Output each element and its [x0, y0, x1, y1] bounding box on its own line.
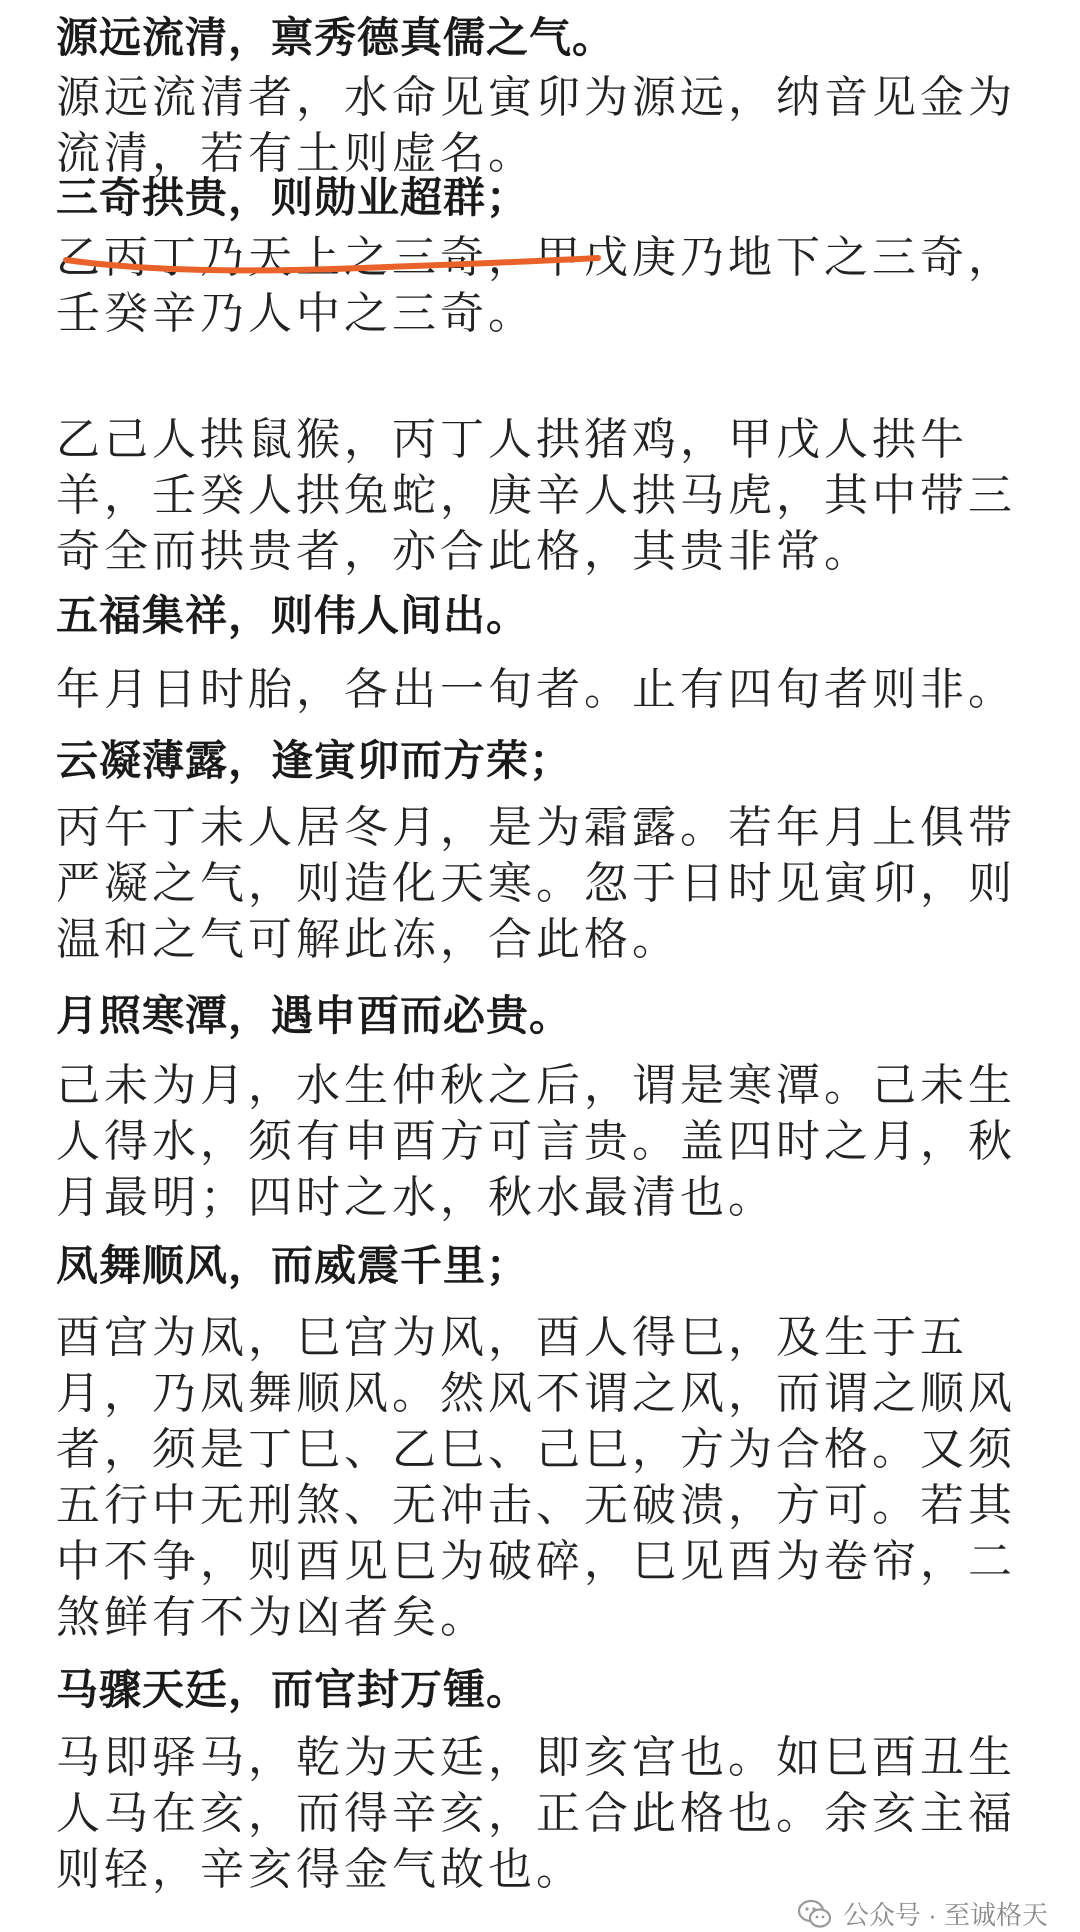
- section-heading: 马骤天廷，而官封万锺。: [56, 1665, 530, 1714]
- section-paragraph: 酉宫为凤，巳宫为风，酉人得巳，及生于五月，乃凤舞顺风。然风不谓之风，而谓之顺风者，须是丁巳、乙巳、己巳，方为合格。又须五行中无刑煞、无冲击、无破溃，方可。若其中不争，则酉见巳为破碎，巳见酉为卷帘，二煞鲜有不为凶者矣。: [56, 1312, 1016, 1643]
- section-heading: 源远流清，禀秀德真儒之气。: [56, 13, 616, 62]
- section-paragraph: 乙己人拱鼠猴，丙丁人拱猪鸡，甲戊人拱牛羊，壬癸人拱兔蛇，庚辛人拱马虎，其中带三奇全而拱贵者，亦合此格，其贵非常。: [56, 414, 1016, 577]
- watermark: [797, 1895, 1048, 1932]
- section-heading: 月照寒潭，遇申酉而必贵。: [56, 991, 573, 1040]
- section-paragraph: 丙午丁未人居冬月，是为霜露。若年月上俱带严凝之气，则造化天寒。忽于日时见寅卯，则温和之气可解此冻，合此格。: [56, 802, 1016, 965]
- section-paragraph: 乙丙丁乃天上之三奇，甲戊庚乃地下之三奇，壬癸辛乃人中之三奇。: [56, 232, 1016, 339]
- wechat-icon: [797, 1899, 833, 1929]
- section-heading: 云凝薄露，逢寅卯而方荣；: [56, 736, 573, 785]
- section-paragraph: 年月日时胎，各出一旬者。止有四旬者则非。: [56, 664, 1016, 715]
- section-heading: 三奇拱贵，则勋业超群；: [56, 173, 530, 222]
- section-heading: 五福集祥，则伟人间出。: [56, 591, 530, 640]
- section-paragraph: 源远流清者，水命见寅卯为源远，纳音见金为流清，若有土则虚名。: [56, 72, 1016, 179]
- section-heading: 凤舞顺风，而威震千里；: [56, 1241, 530, 1290]
- section-paragraph: 己未为月，水生仲秋之后，谓是寒潭。己未生人得水，须有申酉方可言贵。盖四时之月，秋月最明；四时之水，秋水最清也。: [56, 1060, 1016, 1223]
- section-paragraph: 马即驿马，乾为天廷，即亥宫也。如巳酉丑生人马在亥，而得辛亥，正合此格也。余亥主福则轻，辛亥得金气故也。: [56, 1732, 1016, 1895]
- watermark-text: 公众号 · 至诚格天: [842, 1900, 1048, 1930]
